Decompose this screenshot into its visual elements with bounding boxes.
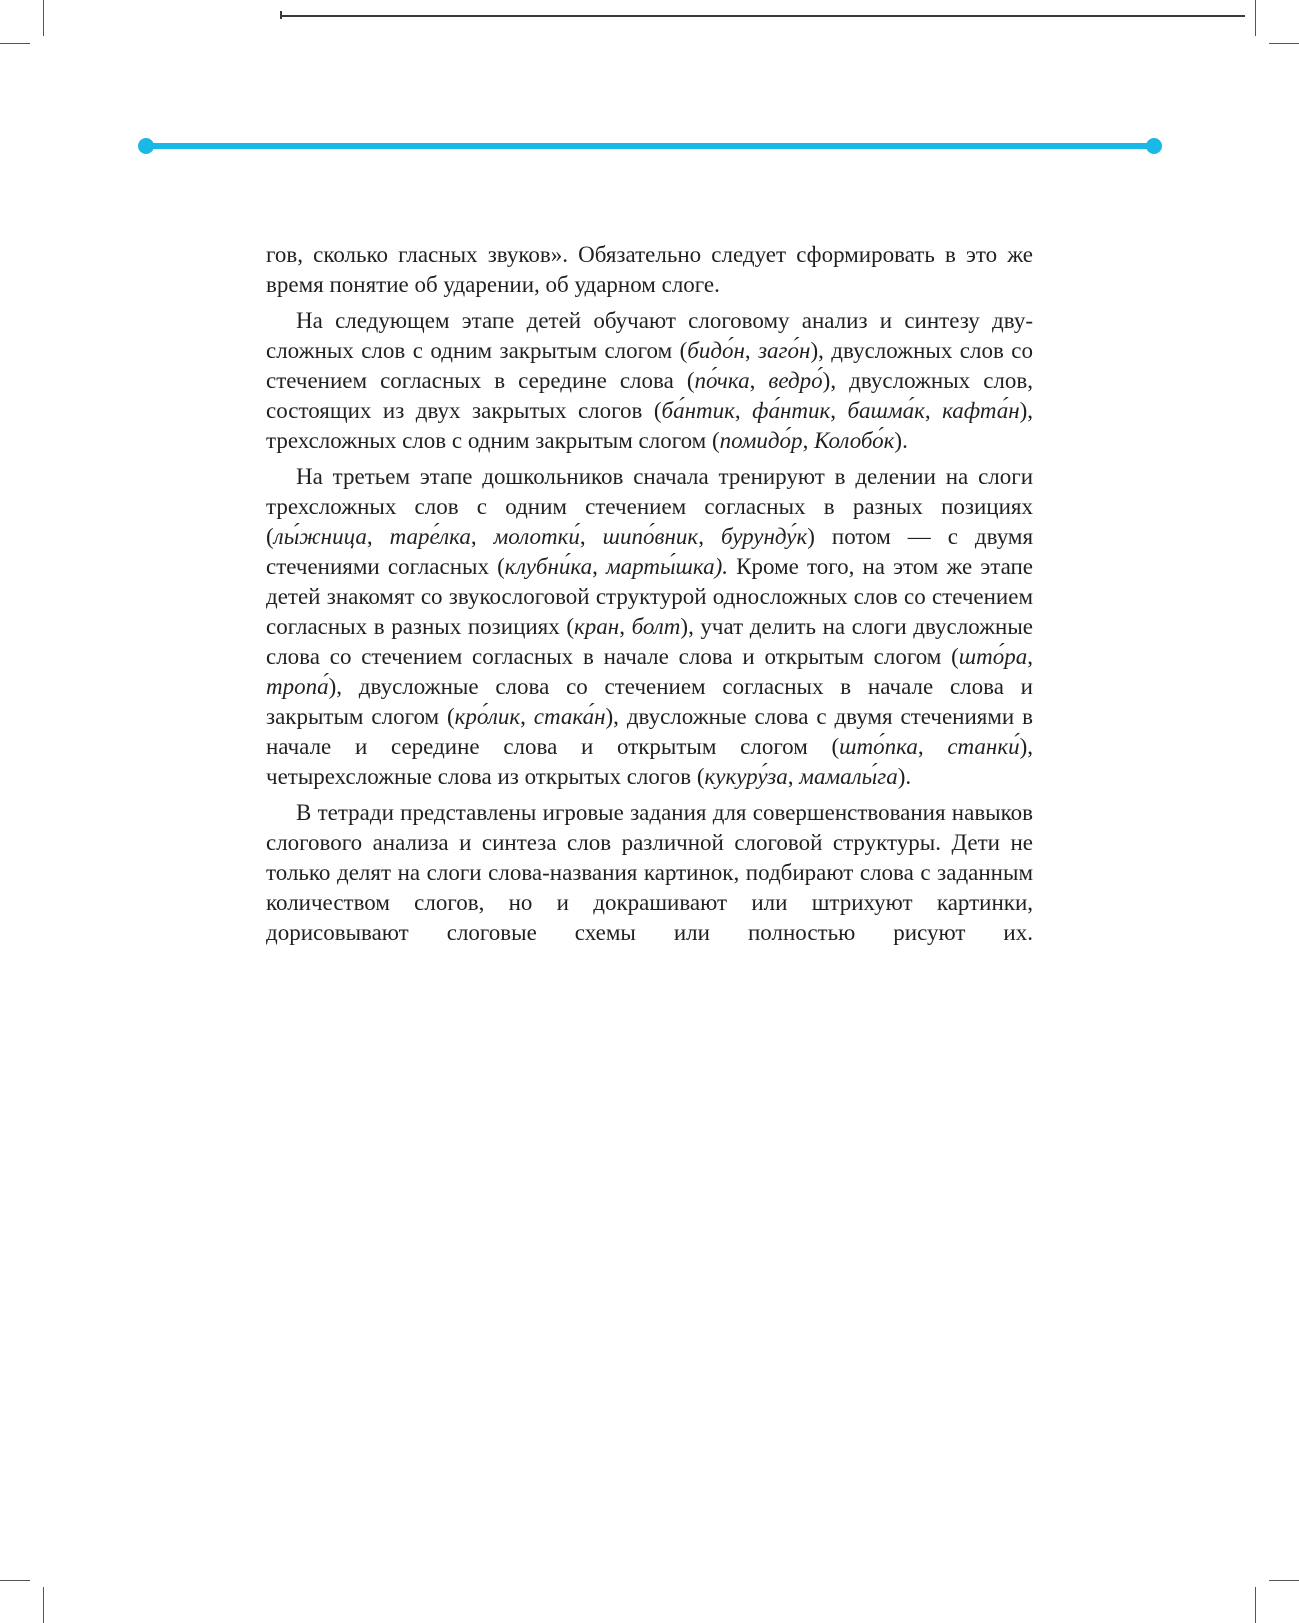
text-run: , <box>592 554 606 579</box>
text-run: В тетради представлены игровые задания для совершенствования навыков слогового анализа и синтеза слов различной слоговой структуры. Дети не только делят на слоги слова-названия картинок, подбирают слова с заданным количеством слогов, но и докрашивают или штрихуют картинки, дорисовывают слоговые схемы или полностью рисуют их. <box>266 800 1033 945</box>
example-word: кро́лик <box>454 704 521 729</box>
text-run: , <box>917 734 948 759</box>
example-word: мамалы́га <box>799 764 898 789</box>
text-run: , <box>698 524 721 549</box>
crop-mark-top-right-vertical <box>1255 0 1256 36</box>
example-word: шипо́вник <box>602 524 699 549</box>
example-word: бурунду́к <box>720 524 808 549</box>
example-word: марты́шка). <box>606 554 729 579</box>
crop-mark-bottom-left-vertical <box>43 1587 44 1623</box>
example-word: молотки́ <box>493 524 580 549</box>
header-rule <box>280 15 1245 17</box>
text-run: ). <box>894 428 908 453</box>
crop-mark-top-left-horizontal <box>0 43 30 44</box>
text-run: , <box>619 614 632 639</box>
crop-mark-bottom-right-horizontal <box>1269 1580 1299 1581</box>
example-word: ведро́ <box>768 368 823 393</box>
example-word: стака́н <box>533 704 606 729</box>
text-run: Кроме того, на этом же этапе детей знакомят со звукослоговой структурой односложных слов со стечением согласных в разных позициях ( <box>266 554 1034 639</box>
text-run: На третьем этапе дошкольников сначала тренируют в делении на слоги трехсложных слов с одним стечением согласных в разных позициях ( <box>266 464 1033 549</box>
example-word: станки́ <box>947 734 1020 759</box>
text-run: , <box>520 704 534 729</box>
example-word: заго́н <box>758 338 811 363</box>
text-run: ), двусложные слова со стечением согласных в начале слова и закрытым слогом ( <box>266 674 1033 729</box>
crop-mark-bottom-left-horizontal <box>0 1580 30 1581</box>
text-run: , <box>470 524 494 549</box>
text-run: , <box>366 524 390 549</box>
example-word: тропа́ <box>266 674 329 699</box>
body-text <box>266 240 1033 954</box>
example-word: фа́нтик <box>752 398 831 423</box>
crop-mark-top-right-horizontal <box>1269 43 1299 44</box>
example-word: што́ра <box>958 644 1028 669</box>
accent-bar-right-dot <box>1146 138 1162 154</box>
example-word: кафта́н <box>942 398 1020 423</box>
text-run: На следующем этапе детей обучают слоговому анализ и синтезу двусложных слов с одним закрытым слогом ( <box>266 308 1033 363</box>
example-word: помидо́р <box>719 428 803 453</box>
text-run: , <box>924 398 943 423</box>
text-run: , <box>749 368 769 393</box>
example-word: клубни́ка <box>504 554 593 579</box>
accent-bar-left-dot <box>138 138 154 154</box>
example-word: што́пка <box>839 734 918 759</box>
text-run: гов, сколько гласных звуков». Обязательно следует сформировать в это же время понятие об ударении, об ударном слоге. <box>266 242 1033 297</box>
text-run: , <box>802 428 815 453</box>
paragraph-third-stage <box>266 462 1033 792</box>
text-run: , <box>787 764 800 789</box>
text-run: , <box>734 398 753 423</box>
example-word: кран <box>574 614 620 639</box>
example-word: по́чка <box>694 368 750 393</box>
text-run: ), четырехсложные слова из открытых слогов ( <box>266 734 1034 789</box>
text-run: ), двусложные слова с двумя стечениями в начале и середине слова и открытым слогом ( <box>266 704 1033 759</box>
accent-bar <box>140 143 1154 149</box>
example-word: Колобо́к <box>814 428 895 453</box>
paragraph-continuation <box>266 240 1033 300</box>
example-word: бидо́н <box>687 338 745 363</box>
text-run: , <box>1027 644 1033 669</box>
example-word: болт <box>631 614 681 639</box>
paragraph-second-stage <box>266 306 1033 456</box>
text-run: , <box>830 398 848 423</box>
paragraph-workbook <box>266 798 1033 948</box>
example-word: лы́жница <box>273 524 367 549</box>
text-run: , <box>744 338 759 363</box>
example-word: кукуру́за <box>704 764 788 789</box>
text-run: , <box>579 524 603 549</box>
crop-mark-top-left-vertical <box>43 0 44 36</box>
example-word: таре́лка <box>389 524 471 549</box>
crop-mark-bottom-right-vertical <box>1255 1587 1256 1623</box>
text-run: ) потом — с двумя стечениями согласных ( <box>266 524 1034 579</box>
text-run: ), двусложных слов, состоящих из двух закрытых слогов ( <box>266 368 1033 423</box>
text-run: ), трехсложных слов с одним закрытым слогом ( <box>266 398 1034 453</box>
text-run: ), учат делить на слоги двусложные слова со стечением согласных в начале слова и открытым слогом ( <box>266 614 1034 669</box>
text-run: ). <box>897 764 912 789</box>
example-word: башма́к <box>847 398 925 423</box>
text-run: ), двусложных слов со стечением согласных в середине слова ( <box>266 338 1033 393</box>
example-word: ба́нтик <box>661 398 735 423</box>
